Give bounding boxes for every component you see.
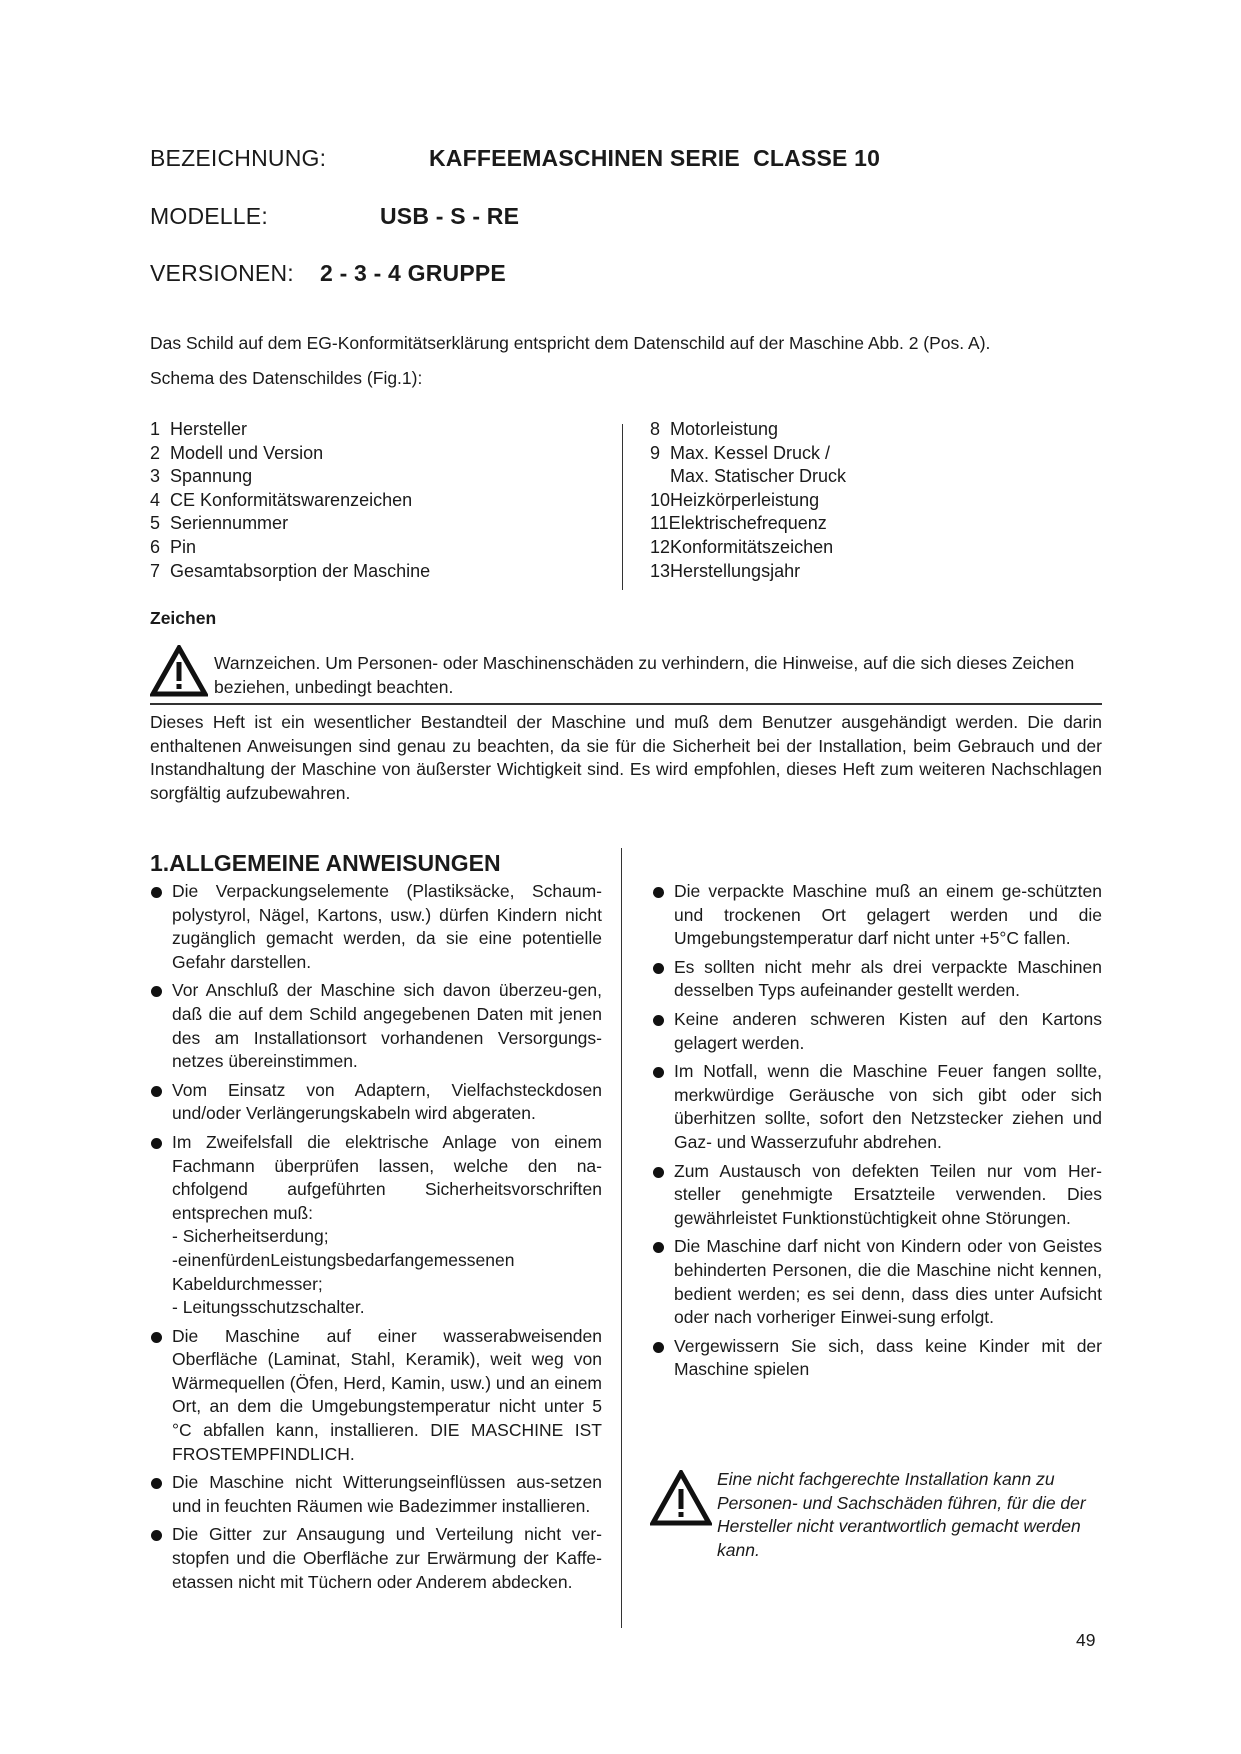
warning-text: Warnzeichen. Um Personen- oder Maschinenschäden zu verhindern, die Hinweise, auf die sich dieses Zeichen beziehen, unbedingt beachten. [214, 653, 1075, 697]
legend-left-column [150, 418, 430, 583]
legend-item: 3 Spannung [150, 466, 253, 487]
bullet-dot-icon [653, 887, 664, 898]
legend-item: 5 Seriennummer [150, 513, 289, 534]
bullet-text: Die Maschine nicht Witterungseinflüssen aus-setzen und in feuchten Räumen wie Badezimmer installieren. [172, 1472, 602, 1516]
bullet-dot-icon [653, 1242, 664, 1253]
bullet-text: Im Zweifelsfall die elektrische Anlage von einem Fachmann überprüfen lassen, welche den na-chfolgend aufgeführten Sicherheitsvorschriften entsprechen muß: [172, 1131, 602, 1223]
bullet-dot-icon [653, 1167, 664, 1178]
manual-paragraph: Dieses Heft ist ein wesentlicher Bestandteil der Maschine und muß dem Benutzer ausgehändigt werden. Die darin enthaltenen Anweisungen sind genau zu beachten, da sie für die Sicherheit bei der Installation, beim Gebrauch und der Instandhaltung der Maschine von äußerster Wichtigkeit sind. Es wird empfohlen, dieses Heft zum weiteren Nachschlagen sorgfältig aufzubewahren. [150, 712, 1102, 803]
bullet-item [652, 1235, 1102, 1329]
bullet-text: Die Verpackungselemente (Plastiksäcke, Schaum-polystyrol, Nägel, Kartons, usw.) dürfen Kindern nicht zugänglich gemacht werden, da sie eine potentielle Gefahr darstellen. [172, 881, 602, 972]
modelle-label: MODELLE: [150, 203, 268, 229]
legend-item: 12Konformitätszeichen [650, 536, 834, 557]
bullet-item [652, 1008, 1102, 1055]
intro-line-2: Schema des Datenschildes (Fig.1): [150, 368, 423, 388]
left-bullet-column [150, 880, 602, 1599]
bullet-item [150, 1471, 602, 1518]
bullet-item [150, 1079, 602, 1126]
bullet-dot-icon [653, 1342, 664, 1353]
bullet-item [150, 1523, 602, 1594]
bullet-dot-icon [653, 1015, 664, 1026]
bullet-dot-icon [151, 887, 162, 898]
legend-item: 1 Hersteller [150, 419, 248, 439]
bullet-text: - Sicherheitserdung; [172, 1226, 329, 1247]
divider-line [150, 703, 1102, 705]
bullet-text: Vom Einsatz von Adaptern, Vielfachsteckdosen und/oder Verlängerungskabeln wird abgeraten. [172, 1079, 602, 1124]
versionen-value: 2 - 3 - 4 GRUPPE [320, 260, 506, 286]
right-bullet-column [652, 880, 1102, 1387]
bullet-item [150, 979, 602, 1073]
bullet-text: Es sollten nicht mehr als drei verpackte Maschinen desselben Typs aufeinander gestellt werden. [674, 956, 1102, 1001]
legend-item: 9 Max. Kessel Druck / [650, 442, 831, 463]
bullet-dot-icon [151, 1086, 162, 1097]
bullet-item [150, 1325, 602, 1467]
legend-divider [622, 424, 623, 590]
legend-right-column [650, 418, 846, 583]
bullet-text: Zum Austausch von defekten Teilen nur vom Her-steller genehmigte Ersatzteile verwenden. Dies gewährleistet Funktionstüchtigkeit ohne Störungen. [674, 1160, 1102, 1228]
bezeichnung-value: KAFFEEMASCHINEN SERIE CLASSE 10 [429, 145, 881, 171]
bullet-dot-icon [151, 1478, 162, 1489]
modelle-row [150, 203, 268, 230]
modelle-value: USB - S - RE [380, 203, 520, 229]
bullet-text: Die Gitter zur Ansaugung und Verteilung nicht ver-stopfen und die Oberfläche zur Erwärmung der Kaffe-etassen nicht mit Tüchern oder Anderem abdecken. [172, 1524, 602, 1592]
bullet-text: Vergewissern Sie sich, dass keine Kinder mit der Maschine spielen [674, 1335, 1102, 1380]
versionen-label: VERSIONEN: [150, 260, 294, 286]
modelle-value-row [380, 203, 519, 230]
zeichen-heading: Zeichen [150, 608, 217, 628]
bullet-text: - Leitungsschutzschalter. [172, 1297, 365, 1318]
legend-item: 7 Gesamtabsorption der Maschine [150, 560, 431, 581]
bezeichnung-row [150, 145, 326, 172]
bullet-text: Die Maschine darf nicht von Kindern oder von Geistes behinderten Personen, die die Maschine nicht kennen, bedient werden; es sei denn, dass dies unter Aufsicht oder nach vorheriger Einwei-sung erfolgt. [674, 1236, 1102, 1328]
bullet-dot-icon [151, 1138, 162, 1149]
bullet-text: Die Maschine auf einer wasserabweisenden Oberfläche (Laminat, Stahl, Keramik), weit weg von Wärmequellen (Öfen, Herd, Kamin, usw.) und an einem Ort, an dem die Umgebungstemperatur nicht unter 5 °C abfallen kann, installieren. DIE MASCHINE IST FROSTEMPFINDLICH. [172, 1325, 602, 1464]
warning-triangle-icon [650, 1470, 712, 1526]
bullet-item [652, 1060, 1102, 1154]
bullet-item [652, 1335, 1102, 1382]
bullet-dot-icon [653, 1067, 664, 1078]
versionen-value-row [320, 260, 506, 287]
bezeichnung-value-row [429, 145, 880, 172]
legend-item: 13Herstellungsjahr [650, 560, 801, 581]
legend-item: 4 CE Konformitätswarenzeichen [150, 489, 413, 510]
section-title: 1.ALLGEMEINE ANWEISUNGEN [150, 850, 501, 876]
bullet-text: Keine anderen schweren Kisten auf den Kartons gelagert werden. [674, 1008, 1102, 1053]
bullet-item [652, 1160, 1102, 1231]
bullet-text: -einenfürdenLeistungsbedarfangemessenen Kabeldurchmesser; [172, 1249, 515, 1294]
bullet-item [150, 880, 602, 974]
legend-item: 10Heizkörperleistung [650, 489, 820, 510]
column-divider [621, 848, 622, 1628]
bullet-text: Vor Anschluß der Maschine sich davon überzeu-gen, daß die auf dem Schild angegebenen Daten mit jenen des am Installationsort vorhandenen Versorgungs-netzes übereinstimmen. [172, 980, 602, 1072]
legend-item: Max. Statischer Druck [650, 466, 847, 487]
page-number: 49 [1076, 1630, 1096, 1650]
installation-warning-text: Eine nicht fachgerechte Installation kann zu Personen- und Sachschäden führen, für die der Hersteller nicht verantwortlich gemacht werden kann. [717, 1469, 1086, 1560]
intro-line-1: Das Schild auf dem EG-Konformitätserklärung entspricht dem Datenschild auf der Maschine Abb. 2 (Pos. A). [150, 333, 991, 353]
bullet-item [652, 880, 1102, 951]
bullet-dot-icon [151, 1530, 162, 1541]
bullet-text: Die verpackte Maschine muß an einem ge-schützten und trockenen Ort gelagert werden und die Umgebungstemperatur darf nicht unter +5°C fallen. [674, 881, 1102, 949]
warning-triangle-icon [150, 645, 208, 697]
legend-item: 6 Pin [150, 536, 197, 557]
legend-item: 2 Modell und Version [150, 442, 324, 463]
bullet-dot-icon [151, 986, 162, 997]
bullet-text: Im Notfall, wenn die Maschine Feuer fangen sollte, merkwürdige Geräusche von sich gibt oder sich überhitzen sollte, sofort den Netzstecker ziehen und Gaz- und Wasserzufuhr abdrehen. [674, 1061, 1102, 1152]
bullet-dot-icon [151, 1332, 162, 1343]
legend-item: 11Elektrischefrequenz [650, 513, 827, 534]
versionen-row [150, 260, 294, 287]
bullet-item [652, 956, 1102, 1003]
legend-item: 8 Motorleistung [650, 419, 779, 439]
bullet-item [150, 1131, 602, 1320]
bullet-dot-icon [653, 963, 664, 974]
bezeichnung-label: BEZEICHNUNG: [150, 145, 327, 171]
